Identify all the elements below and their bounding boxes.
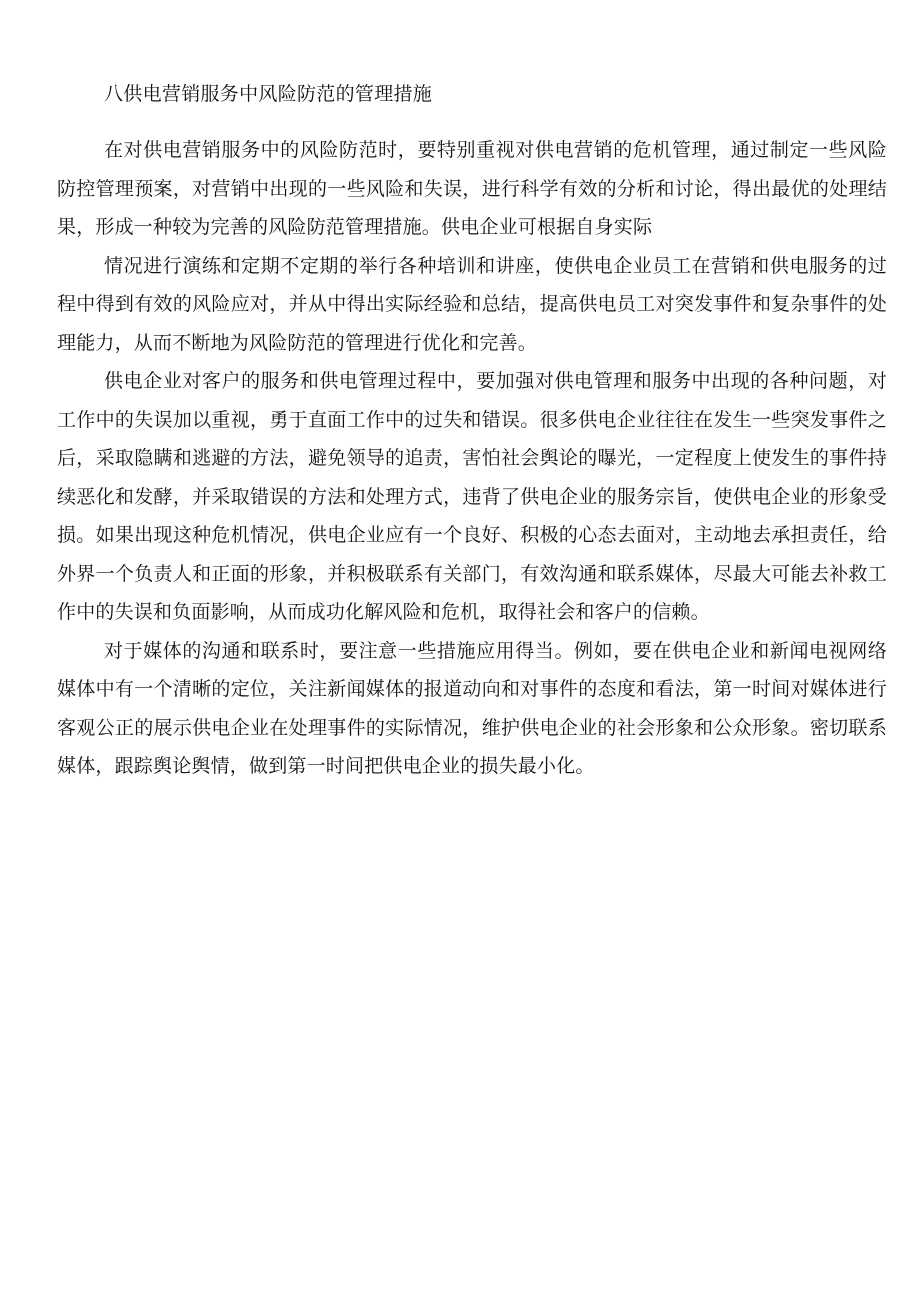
paragraph-training: 情况进行演练和定期不定期的举行各种培训和讲座，使供电企业员工在营销和供电服务的过程中得到有效的风险应对，并从中得出实际经验和总结，提高供电员工对突发事件和复杂事件的处理能力，从而不断地为风险防范的管理进行优化和完善。	[57, 254, 887, 354]
paragraph-media-relations: 对于媒体的沟通和联系时，要注意一些措施应用得当。例如，要在供电企业和新闻电视网络媒体中有一个清晰的定位，关注新闻媒体的报道动向和对事件的态度和看法，第一时间对媒体进行客观公正的展示供电企业在处理事件的实际情况，维护供电企业的社会形象和公众形象。密切联系媒体，跟踪舆论舆情，做到第一时间把供电企业的损失最小化。	[57, 639, 887, 777]
paragraph-crisis-response: 供电企业对客户的服务和供电管理过程中，要加强对供电管理和服务中出现的各种问题，对工作中的失误加以重视，勇于直面工作中的过失和错误。很多供电企业往往在发生一些突发事件之后，采取隐瞒和逃避的方法，避免领导的追责，害怕社会舆论的曝光，一定程度上使发生的事件持续恶化和发酵，并采取错误的方法和处理方式，违背了供电企业的服务宗旨，使供电企业的形象受损。如果出现这种危机情况，供电企业应有一个良好、积极的心态去面对，主动地去承担责任，给外界一个负责人和正面的形象，并积极联系有关部门，有效沟通和联系媒体，尽最大可能去补救工作中的失误和负面影响，从而成功化解风险和危机，取得社会和客户的信赖。	[57, 370, 887, 623]
section-heading: 八供电营销服务中风险防范的管理措施	[104, 83, 433, 105]
paragraph-risk-plan: 在对供电营销服务中的风险防范时，要特别重视对供电营销的危机管理，通过制定一些风险防控管理预案，对营销中出现的一些风险和失误，进行科学有效的分析和讨论，得出最优的处理结果，形成一种较为完善的风险防范管理措施。供电企业可根据自身实际	[57, 139, 887, 238]
document-page	[57, 74, 887, 786]
